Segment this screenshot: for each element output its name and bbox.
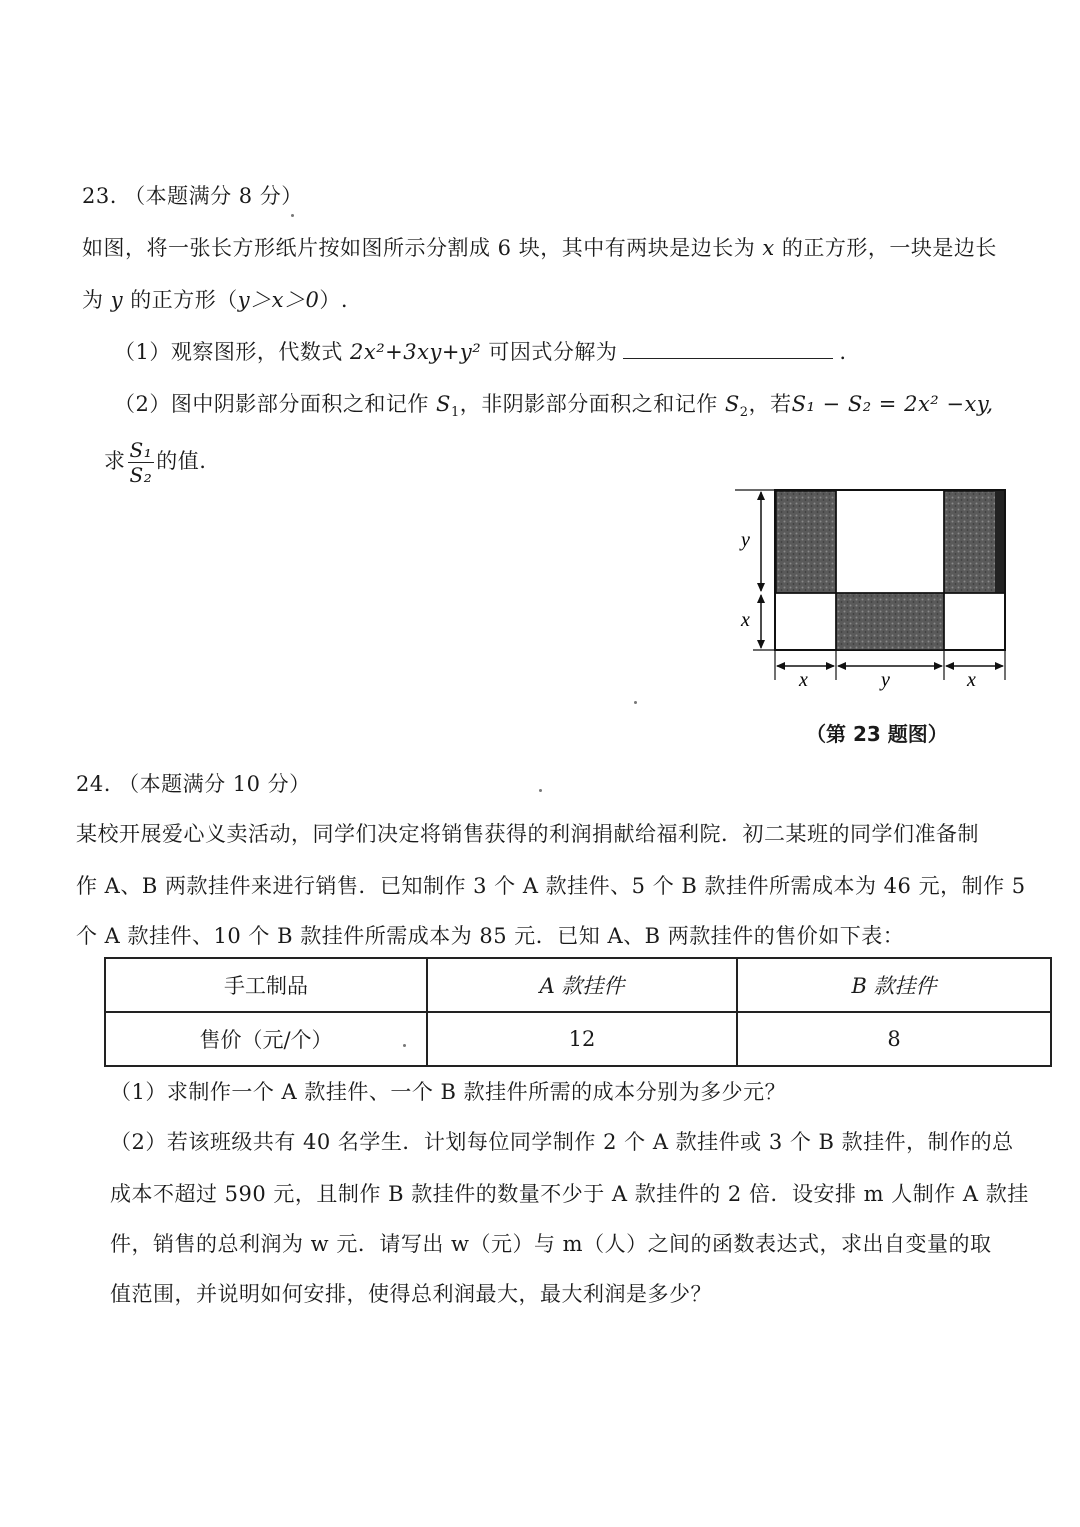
rectangle-diagram [735,484,1015,694]
q24-paragraph-line2: 作 A、B 两款挂件来进行销售．已知制作 3 个 A 款挂件、5 个 B 款挂件所需成本为 46 元，制作 5 [76,874,1026,898]
label-x-bottom-2: x [967,669,976,691]
shaded-region-bottom [836,593,944,650]
q23-header: 23. （本题满分 8 分） [82,184,303,208]
q23-part1: （1）观察图形，代数式 2x²+3xy+y² 可因式分解为 . [114,336,847,366]
scan-speck [291,214,294,217]
scan-speck [403,1044,406,1047]
table-row [105,1012,1051,1066]
q24-paragraph-line1: 某校开展爱心义卖活动，同学们决定将销售获得的利润捐献给福利院．初二某班的同学们准备制 [76,822,979,846]
label-y-bottom: y [881,669,890,691]
table-header-row [105,958,1051,1012]
table-cell: 8 [737,1012,1051,1066]
label-y-left: y [741,529,750,551]
price-table [104,957,1052,1067]
q23-figure [735,484,1015,698]
q23-part2: （2）图中阴影部分面积之和记作 $S_1$，非阴影部分面积之和记作 $S_2$，若S₁ − S₂ = 2x² −xy, [114,392,994,421]
q24-part2-line4: 值范围，并说明如何安排，使得总利润最大，最大利润是多少？ [110,1282,712,1306]
q23-intro-line2: 为 y 的正方形（y＞x＞0）. [82,288,349,312]
table-header-cell: B 款挂件 [737,958,1051,1012]
table-cell: 12 [427,1012,737,1066]
q24-part1: （1）求制作一个 A 款挂件、一个 B 款挂件所需的成本分别为多少元？ [110,1080,787,1104]
q24-paragraph-line3: 个 A 款挂件、10 个 B 款挂件所需成本为 85 元．已知 A、B 两款挂件的售价如下表： [76,924,905,948]
q23-ask: 求 $\frac{\text{S₁}}{\text{S₂}}$ 的值. [104,438,207,487]
q24-part2-line2: 成本不超过 590 元，且制作 B 款挂件的数量不少于 A 款挂件的 2 倍．设安排 m 人制作 A 款挂 [110,1182,1029,1206]
label-x-bottom-1: x [799,669,808,691]
table-cell: 售价（元/个） [105,1012,427,1066]
q23-intro-line1: 如图，将一张长方形纸片按如图所示分割成 6 块，其中有两块是边长为 x 的正方形，一块是边长 [82,236,997,260]
answer-blank [623,336,833,359]
fraction-s1-over-s2: $\frac{\text{S₁}}{\text{S₂}}$ [129,438,153,487]
q24-header: 24. （本题满分 10 分） [76,772,311,796]
figure-caption: （第 23 题图） [806,722,948,746]
q24-part2-line1: （2）若该班级共有 40 名学生．计划每位同学制作 2 个 A 款挂件或 3 个 B 款挂件，制作的总 [110,1130,1014,1154]
scan-speck [634,701,637,704]
shaded-region-left [776,491,836,593]
table-header-cell: A 款挂件 [427,958,737,1012]
scan-speck [539,789,542,792]
q24-part2-line3: 件，销售的总利润为 w 元．请写出 w（元）与 m（人）之间的函数表达式，求出自变量的取 [110,1232,992,1256]
label-x-left: x [741,609,750,631]
table-header-cell: 手工制品 [105,958,427,1012]
